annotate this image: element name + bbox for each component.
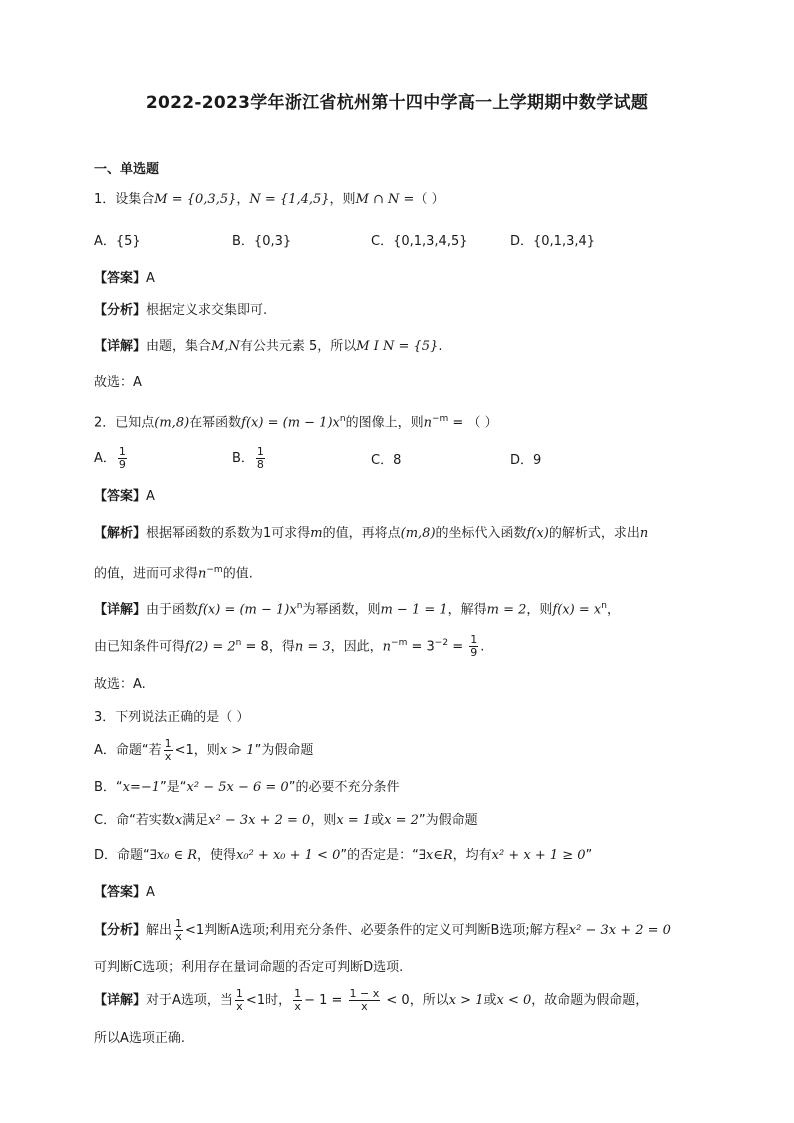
q2-stem: 2．已知点(m,8)在幂函数$f(x) = (m - 1)x^n$的图像上，则$n^{-m}$ = （ ）	[94, 414, 498, 431]
q1-stem: 1．设集合M = {0,3,5}，N = {1,4,5}，则M ∩ N =（ ）	[94, 192, 445, 207]
q3-detail: 【详解】对于A选项，当 $\frac{1}{x}$ <1时， $\frac{1}{x}$ − 1 = $\frac{1 - x}{x}$ < 0，所以x > 1或x < 0，故命题为假命题，	[94, 987, 649, 1013]
q2-answer: 【答案】A	[94, 489, 155, 504]
q3-analysis-cont: 可判断C选项；利用存在量词命题的否定可判断D选项.	[94, 960, 404, 975]
q1-detail: 【详解】由题，集合M,N有公共元素 5，所以M I N = {5}.	[94, 339, 443, 354]
page-title: 2022-2023学年浙江省杭州第十四中学高一上学期期中数学试题	[145, 93, 649, 113]
q2-analysis-cont: 的值，进而可求得$n^{-m}$的值.	[94, 565, 253, 582]
q1-option-c: C．{0,1,3,4,5}	[371, 234, 468, 249]
q2-conclusion: 故选：A.	[94, 677, 146, 692]
q3-option-a: A．命题“若 $\frac{1}{x}$ <1，则x > 1”为假命题	[94, 737, 314, 763]
q1-option-d: D．{0,1,3,4}	[510, 234, 596, 249]
q1-conclusion: 故选：A	[94, 375, 142, 390]
q2-detail: 【详解】由于函数$f(x) = (m - 1)x^n$为幂函数，则m − 1 = 1，解得m = 2，则$f(x) = x^n$，	[94, 601, 620, 618]
q3-detail-cont: 所以A选项正确.	[94, 1031, 186, 1046]
q3-answer: 【答案】A	[94, 885, 155, 900]
section-heading: 一、单选题	[94, 162, 160, 177]
q3-option-d: D．命题“∃x₀ ∈ R，使得x₀² + x₀ + 1 < 0”的否定是：“∃x∈R，均有x² + x + 1 ≥ 0”	[94, 848, 593, 863]
q1-analysis: 【分析】根据定义求交集即可.	[94, 303, 268, 318]
q2-option-d: D．9	[510, 453, 542, 468]
q2-analysis: 【解析】根据幂函数的系数为1可求得m的值，再将点(m,8)的坐标代入函数f(x)的解析式，求出n	[94, 526, 649, 541]
q1-answer: 【答案】A	[94, 271, 155, 286]
q2-option-c: C．8	[371, 453, 402, 468]
q2-option-b: B． $\frac{1}{8}$	[232, 445, 264, 471]
q2-detail-cont: 由已知条件可得$f(2) = 2^n = 8$，得n = 3，因此，$n^{-m} = 3^{-2}$ = $\frac{1}{9}$ .	[94, 633, 485, 660]
q3-analysis: 【分析】解出 $\frac{1}{x}$ <1判断A选项;利用充分条件、必要条件的定义可判断B选项;解方程x² − 3x + 2 = 0	[94, 917, 671, 943]
q1-option-b: B．{0,3}	[232, 234, 292, 249]
q3-stem: 3．下列说法正确的是（ ）	[94, 710, 250, 725]
q3-option-c: C．命“若实数x满足x² − 3x + 2 = 0，则x = 1或x = 2”为假命题	[94, 813, 478, 828]
q1-option-a: A．{5}	[94, 234, 141, 249]
q3-option-b: B．“x=−1”是“x² − 5x − 6 = 0”的必要不充分条件	[94, 780, 400, 795]
q2-option-a: A． $\frac{1}{9}$	[94, 445, 126, 471]
